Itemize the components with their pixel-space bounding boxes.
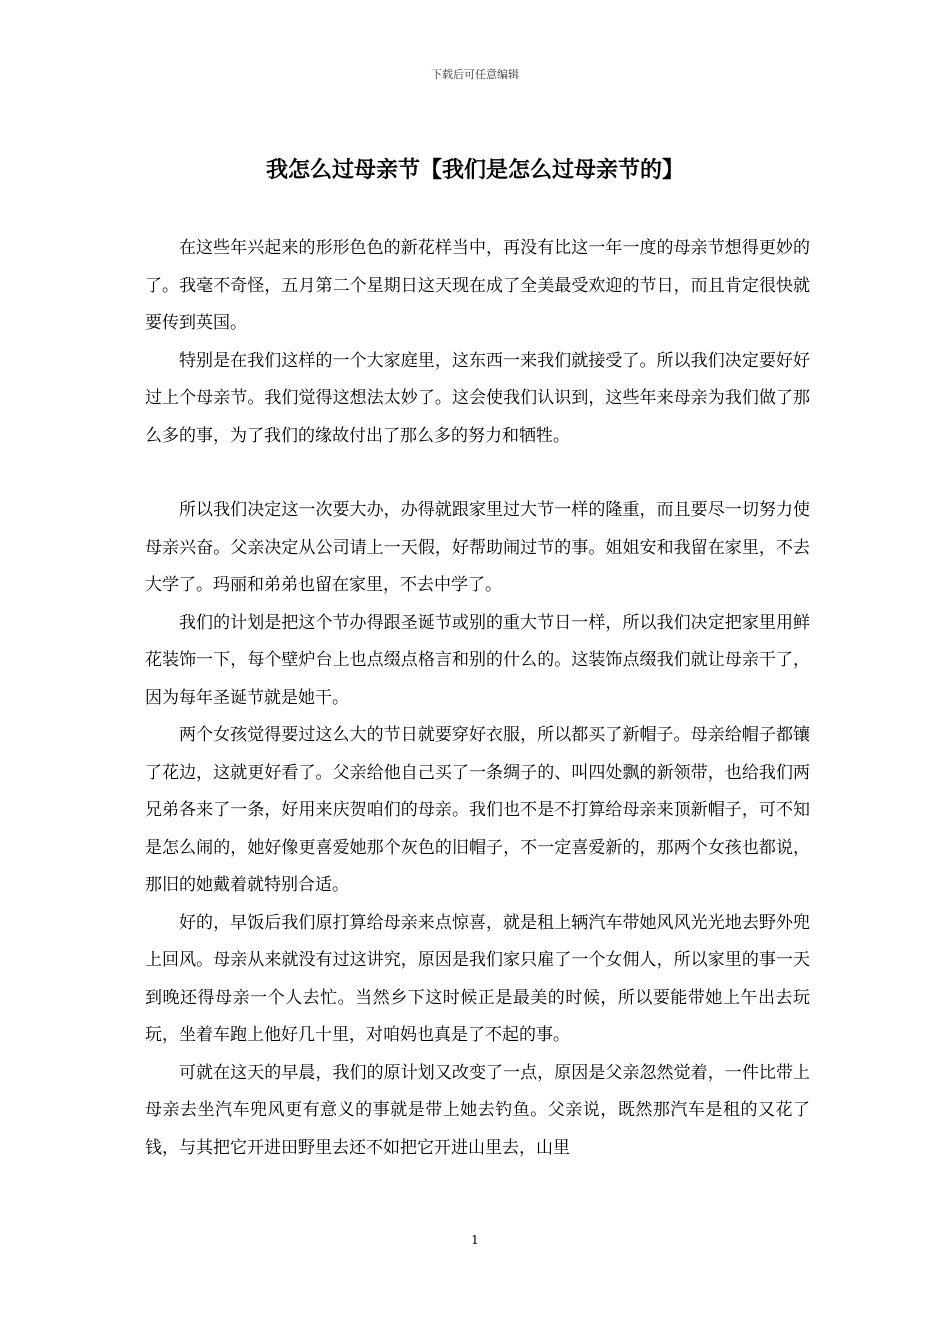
paragraph-3: 所以我们决定这一次要大办，办得就跟家里过大节一样的隆重，而且要尽一切努力使母亲兴奋。父亲决定从公司请上一天假，好帮助闹过节的事。姐姐安和我留在家里，不去大学了。玛丽和弟弟也留在家里，不去中学了。: [145, 500, 810, 595]
paragraph-1: 在这些年兴起来的形形色色的新花样当中，再没有比这一年一度的母亲节想得更妙的了。我毫不奇怪，五月第二个星期日这天现在成了全美最受欢迎的节日，而且肯定很快就要传到英国。: [145, 238, 810, 333]
paragraph-4: 我们的计划是把这个节办得跟圣诞节或别的重大节日一样，所以我们决定把家里用鲜花装饰一下，每个壁炉台上也点缀点格言和别的什么的。这装饰点缀我们就让母亲干了，因为每年圣诞节就是她干。: [145, 612, 810, 708]
paragraph-5: 两个女孩觉得要过这么大的节日就要穿好衣服，所以都买了新帽子。母亲给帽子都镶了花边，这就更好看了。父亲给他自己买了一条绸子的、叫四处飘的新领带，也给我们两兄弟各来了一条，好用来庆贺咱们的母亲。我们也不是不打算给母亲来顶新帽子，可不知是怎么闹的，她好像更喜爱她那个灰色的旧帽子，不一定喜爱新的，那两个女孩也都说，那旧的她戴着就特别合适。: [145, 725, 810, 895]
document-body: [145, 230, 810, 1167]
paragraph-2: 特别是在我们这样的一个大家庭里，这东西一来我们就接受了。所以我们决定要好好过上个母亲节。我们觉得这想法太妙了。这会使我们认识到，这些年来母亲为我们做了那么多的事，为了我们的缘故付出了那么多的努力和牺牲。: [145, 350, 810, 446]
paragraph-7: 可就在这天的早晨，我们的原计划又改变了一点，原因是父亲忽然觉着，一件比带上母亲去坐汽车兜风更有意义的事就是带上她去钓鱼。父亲说，既然那汽车是租的又花了钱，与其把它开进田野里去还不如把它开进山里去，山里: [145, 1062, 810, 1158]
page-header: 下载后可任意编辑: [431, 68, 519, 81]
document-title: 我怎么过母亲节【我们是怎么过母亲节的】: [265, 157, 684, 183]
paragraph-6: 好的，早饭后我们原打算给母亲来点惊喜，就是租上辆汽车带她风风光光地去野外兜上回风。母亲从来就没有过这讲究，原因是我们家只雇了一个女佣人，所以家里的事一天到晚还得母亲一个人去忙。当然乡下这时候正是最美的时候，所以要能带她上午出去玩玩，坐着车跑上他好几十里，对咱妈也真是了不起的事。: [145, 912, 810, 1045]
page-number: 1: [471, 1233, 479, 1247]
